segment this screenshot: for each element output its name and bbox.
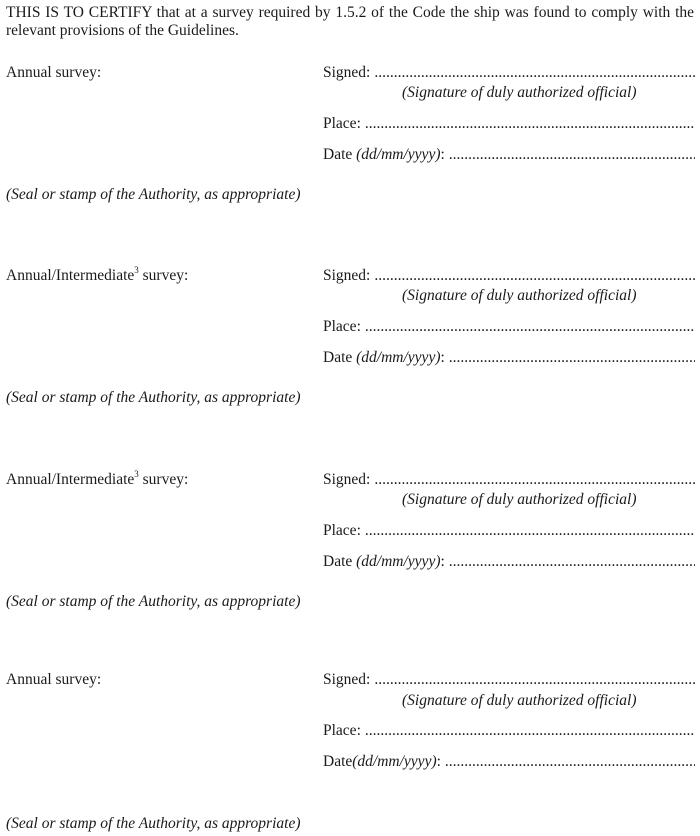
date-label: Date (dd/mm/yyyy): xyxy=(323,553,445,570)
place-line[interactable] xyxy=(365,522,695,540)
signed-field[interactable] xyxy=(323,64,695,82)
survey-label-annual-intermediate: Annual/Intermediate$^3$ survey: xyxy=(6,264,189,284)
seal-note: (Seal or stamp of the Authority, as appropriate) xyxy=(6,815,301,832)
signed-label: Signed: xyxy=(323,471,371,488)
place-line[interactable] xyxy=(365,722,695,740)
signature-caption: (Signature of duly authorized official) xyxy=(402,491,637,508)
signed-label: Signed: xyxy=(323,267,371,284)
date-line[interactable] xyxy=(445,753,695,771)
signature-line[interactable] xyxy=(374,64,695,82)
signed-field[interactable] xyxy=(323,267,695,285)
place-field[interactable] xyxy=(323,318,695,336)
seal-note: (Seal or stamp of the Authority, as appropriate) xyxy=(6,186,301,203)
place-field[interactable] xyxy=(323,522,695,540)
date-field[interactable] xyxy=(323,753,695,771)
date-line[interactable] xyxy=(449,349,695,367)
date-field[interactable] xyxy=(323,553,695,571)
date-field[interactable] xyxy=(323,349,695,367)
date-label: Date(dd/mm/yyyy): xyxy=(323,753,441,770)
signature-line[interactable] xyxy=(374,671,695,689)
date-line[interactable] xyxy=(449,146,695,164)
place-line[interactable] xyxy=(365,115,695,133)
signature-caption: (Signature of duly authorized official) xyxy=(402,287,637,304)
place-label: Place: xyxy=(323,115,361,132)
seal-note: (Seal or stamp of the Authority, as appropriate) xyxy=(6,593,301,610)
date-label: Date (dd/mm/yyyy): xyxy=(323,146,445,163)
footnote-ref: 3 xyxy=(134,468,139,479)
signature-caption: (Signature of duly authorized official) xyxy=(402,692,637,709)
survey-label-annual: Annual survey: xyxy=(6,671,102,688)
certification-statement: THIS IS TO CERTIFY that at a survey required by 1.5.2 of the Code the ship was found to comply with the relevant provisions of the Guidelines. xyxy=(6,4,694,39)
place-field[interactable] xyxy=(323,115,695,133)
signature-line[interactable] xyxy=(374,267,695,285)
signed-label: Signed: xyxy=(323,64,371,81)
place-label: Place: xyxy=(323,722,361,739)
signature-caption: (Signature of duly authorized official) xyxy=(402,84,637,101)
date-label: Date (dd/mm/yyyy): xyxy=(323,349,445,366)
place-label: Place: xyxy=(323,522,361,539)
signature-line[interactable] xyxy=(374,471,695,489)
survey-label-annual-intermediate: Annual/Intermediate$^3$ survey: xyxy=(6,468,189,488)
survey-label-annual: Annual survey: xyxy=(6,64,102,81)
signed-label: Signed: xyxy=(323,671,371,688)
seal-note: (Seal or stamp of the Authority, as appropriate) xyxy=(6,389,301,406)
place-line[interactable] xyxy=(365,318,695,336)
signed-field[interactable] xyxy=(323,471,695,489)
footnote-ref: 3 xyxy=(134,264,139,275)
date-line[interactable] xyxy=(449,553,695,571)
place-field[interactable] xyxy=(323,722,695,740)
signed-field[interactable] xyxy=(323,671,695,689)
date-field[interactable] xyxy=(323,146,695,164)
place-label: Place: xyxy=(323,318,361,335)
